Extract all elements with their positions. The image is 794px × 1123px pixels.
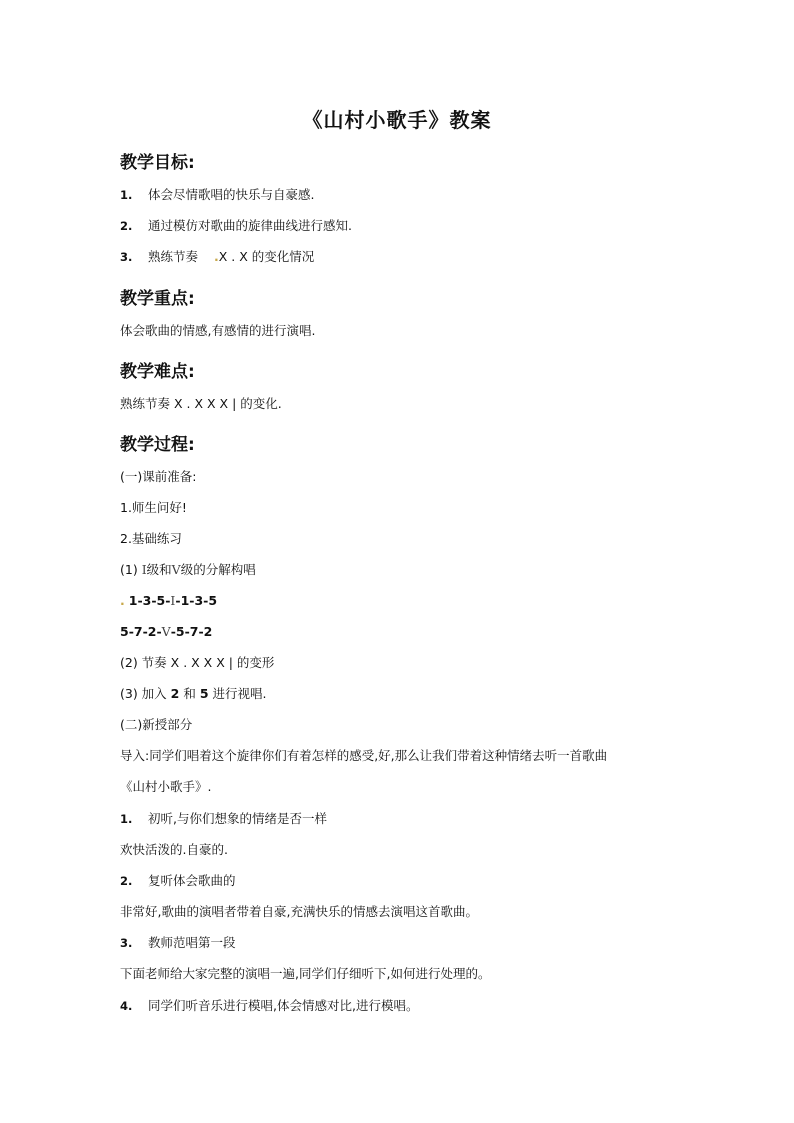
intro-line-2: 《山村小歌手》. xyxy=(120,779,212,794)
goal-item-3 xyxy=(120,249,314,265)
step-number: 4. xyxy=(120,999,133,1013)
step-text: 教师范唱第一段 xyxy=(148,935,236,950)
difficulty-text: 熟练节奏 X . X X X | 的变化. xyxy=(120,396,282,411)
roman-numeral-five: Ⅴ xyxy=(171,562,181,577)
sequence-line-2 xyxy=(120,624,212,640)
goal-number: 1. xyxy=(120,188,133,202)
rhythm-text: X . X 的变化情况 xyxy=(218,249,315,264)
key-points-heading: 教学重点: xyxy=(120,289,195,309)
goal-text: 通过模仿对歌曲的旋律曲线进行感知. xyxy=(148,218,352,233)
add-notes-line xyxy=(120,686,266,702)
step-number: 1. xyxy=(120,812,133,826)
goal-item-1 xyxy=(120,187,314,203)
new-lesson-line: (二)新授部分 xyxy=(120,717,193,732)
greeting-line: 1.师生问好! xyxy=(120,500,187,515)
step-4 xyxy=(120,998,418,1014)
basic-practice-line: 2.基础练习 xyxy=(120,531,182,546)
step-number: 2. xyxy=(120,874,133,888)
step-2-answer: 非常好,歌曲的演唱者带着自豪,充满快乐的情感去演唱这首歌曲。 xyxy=(120,904,478,919)
roman-numeral-five: Ⅴ xyxy=(161,624,171,639)
goals-heading: 教学目标: xyxy=(120,153,195,173)
note-number: 2 xyxy=(170,686,180,701)
step-1 xyxy=(120,811,327,827)
process-heading: 教学过程: xyxy=(120,435,195,455)
dot-mark-icon: . xyxy=(120,593,125,608)
rhythm-variant-line: (2) 节奏 X . X X X | 的变形 xyxy=(120,655,275,670)
step-3 xyxy=(120,935,236,951)
goal-number: 3. xyxy=(120,250,133,264)
chord-label: (1) xyxy=(120,562,142,577)
goal-text: 体会尽情歌唱的快乐与自豪感. xyxy=(148,187,315,202)
add-notes-text: (3) 加入 xyxy=(120,686,171,701)
document-title: 《山村小歌手》教案 xyxy=(302,108,492,132)
sequence-part: -1-3-5 xyxy=(175,593,218,608)
goal-text: 熟练节奏 xyxy=(148,249,199,264)
step-3-answer: 下面老师给大家完整的演唱一遍,同学们仔细听下,如何进行处理的。 xyxy=(120,966,491,981)
add-notes-text: 和 xyxy=(179,686,200,701)
add-notes-text: 进行视唱. xyxy=(208,686,267,701)
step-2 xyxy=(120,873,236,889)
step-text: 初听,与你们想象的情绪是否一样 xyxy=(148,811,327,826)
step-text: 同学们听音乐进行模唱,体会情感对比,进行模唱。 xyxy=(148,998,419,1013)
difficulty-heading: 教学难点: xyxy=(120,362,195,382)
key-points-text: 体会歌曲的情感,有感情的进行演唱. xyxy=(120,323,316,338)
sequence-part: 5-7-2- xyxy=(120,624,162,639)
chord-label-end: 级的分解构唱 xyxy=(180,562,256,577)
sequence-part: 1-3-5- xyxy=(128,593,171,608)
step-text: 复听体会歌曲的 xyxy=(148,873,236,888)
note-number: 5 xyxy=(199,686,209,701)
goal-item-2 xyxy=(120,218,352,234)
chord-label-mid: 级和 xyxy=(146,562,172,577)
pre-class-line: (一)课前准备: xyxy=(120,469,197,484)
sequence-part: -5-7-2 xyxy=(170,624,213,639)
step-1-answer: 欢快活泼的.自豪的. xyxy=(120,842,228,857)
dot-mark-icon: . xyxy=(214,249,219,264)
intro-line-1: 导入:同学们唱着这个旋律你们有着怎样的感受,好,那么让我们带着这种情绪去听一首歌曲 xyxy=(120,748,608,763)
goal-number: 2. xyxy=(120,219,133,233)
chord-practice-line xyxy=(120,562,256,578)
roman-numeral-one: Ⅰ xyxy=(170,593,176,608)
roman-numeral-one: Ⅰ xyxy=(141,562,147,577)
sequence-line-1 xyxy=(120,593,217,609)
step-number: 3. xyxy=(120,936,133,950)
